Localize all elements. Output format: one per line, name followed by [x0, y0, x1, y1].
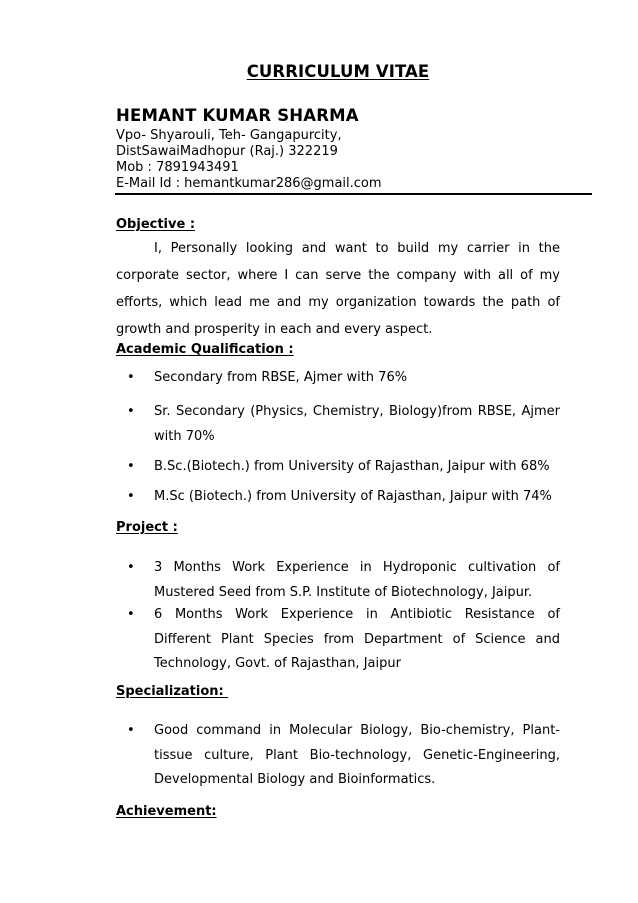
list-item: • 6 Months Work Experience in Antibiotic Resistance of Different Plant Species from Department of Science and Technology, Govt. of Rajasthan, Jaipur — [116, 603, 560, 677]
academic-heading: Academic Qualification : — [116, 342, 294, 357]
list-item: • B.Sc.(Biotech.) from University of Rajasthan, Jaipur with 68% — [116, 455, 560, 480]
project-heading: Project : — [116, 520, 178, 535]
address-line-1: Vpo- Shyarouli, Teh- Gangapurcity, — [116, 128, 342, 143]
address-line-2: DistSawaiMadhopur (Raj.) 322219 — [116, 144, 338, 159]
mobile-number: Mob : 7891943491 — [116, 160, 239, 175]
list-item: • Secondary from RBSE, Ajmer with 76% — [116, 366, 560, 391]
header-divider — [115, 193, 592, 195]
achievement-heading: Achievement: — [116, 804, 217, 819]
objective-paragraph — [116, 235, 560, 343]
specialization-heading: Specialization: — [116, 684, 229, 699]
candidate-name: HEMANT KUMAR SHARMA — [116, 106, 359, 125]
objective-text: I, Personally looking and want to build my carrier in the corporate sector, where I can serve the company with all of my efforts, which lead me and my organization towards the path of growth and prosperity in each and every aspect. — [116, 241, 560, 337]
contact-block — [116, 128, 382, 192]
list-item: • 3 Months Work Experience in Hydroponic cultivation of Mustered Seed from S.P. Institute of Biotechnology, Jaipur. — [116, 556, 560, 605]
list-item: • Sr. Secondary (Physics, Chemistry, Biology)from RBSE, Ajmer with 70% — [116, 400, 560, 449]
document-title: CURRICULUM VITAE — [246, 62, 430, 81]
objective-heading: Objective : — [116, 217, 196, 232]
list-item: • M.Sc (Biotech.) from University of Rajasthan, Jaipur with 74% — [116, 485, 560, 510]
list-item: • Good command in Molecular Biology, Bio-chemistry, Plant-tissue culture, Plant Bio-technology, Genetic-Engineering, Developmental Biology and Bioinformatics. — [116, 719, 560, 793]
email-address: E-Mail Id : hemantkumar286@gmail.com — [116, 176, 382, 191]
